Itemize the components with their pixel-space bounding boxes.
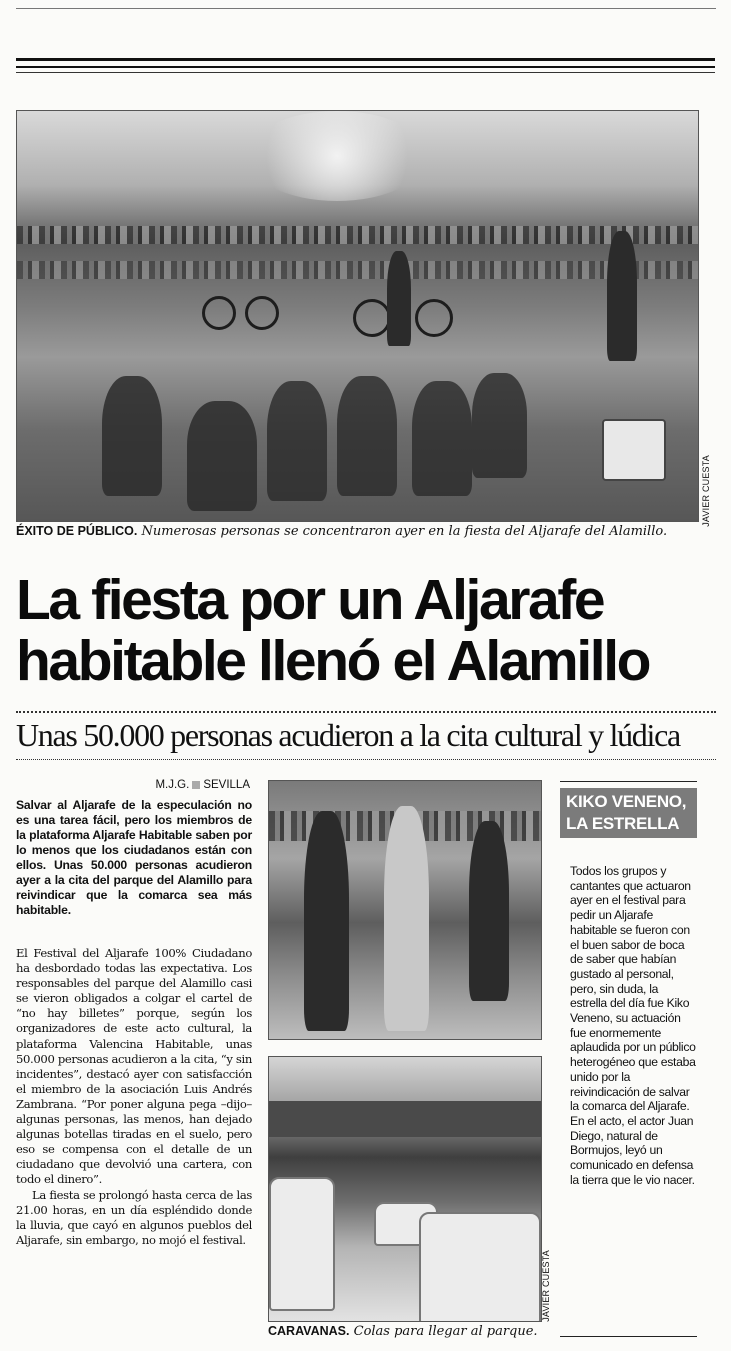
photo-festival-crowd-women <box>268 780 542 1040</box>
photo-overpass <box>269 1101 541 1137</box>
photo-bicycle-wheel <box>415 299 453 337</box>
sidebar-title-line-1: KIKO VENENO, <box>566 792 687 811</box>
article-lead: Salvar al Aljarafe de la especulación no es una tarea fácil, pero los miembros de la plataforma Aljarafe Habitable saben por lo menos que los ciudadanos están con ellos. Unas 50.000 personas acudieron ayer a la cita del parque del Alamillo para reivindicar que la comarca sea más habitable. <box>16 798 252 917</box>
photo-van <box>269 1177 335 1311</box>
sidebar-title <box>560 788 697 838</box>
photo-midground-crowd <box>17 261 698 279</box>
bottom-photo-credit: JAVIER CUESTA <box>541 1250 551 1322</box>
photo-man-with-bike <box>387 251 411 346</box>
caption-text: Numerosas personas se concentraron ayer en la fiesta del Aljarafe del Alamillo. <box>141 524 668 539</box>
photo-standing-person <box>469 821 509 1001</box>
headline-line-2: habitable llenó el Alamillo <box>16 629 650 693</box>
sidebar-body: Todos los grupos y cantantes que actuaron ayer en el festival para pedir un Aljarafe habitable se fueron con el buen sabor de boca de saber que habían gustado al personal, pero, sin duda, la estrella del día fue Kiko Veneno, su actuación fue enormemente aplaudida por un público heterogéneo que estaba unido por la reivindicación de salvar la comarca del Aljarafe. En el acto, el actor Juan Diego, natural de Bormujos, leyó un comunicado en defensa la tierra que le vio nacer. <box>570 864 696 1187</box>
photo-seated-woman <box>337 376 397 496</box>
section-rule-thin <box>16 72 715 73</box>
photo-sky-glare <box>247 111 427 201</box>
sidebar-bottom-rule <box>560 1336 697 1337</box>
top-thin-rule <box>16 8 716 9</box>
photo-seated-woman <box>187 401 257 511</box>
subtitle: Unas 50.000 personas acudieron a la cita cultural y lúdica <box>16 717 680 753</box>
photo-cooler-box <box>602 419 666 481</box>
photo-walking-woman <box>304 811 349 1031</box>
body-paragraph: La fiesta se prolongó hasta cerca de las 21.00 horas, en un día espléndido donde la lluvia, que cayó en algunos pueblos del Aljarafe, sin embargo, no mojó el festival. <box>16 1187 252 1247</box>
photo-bicycle-wheel <box>245 296 279 330</box>
main-photo-caption <box>16 524 667 539</box>
byline-separator-square <box>192 781 200 789</box>
photo-bicycle-wheel <box>202 296 236 330</box>
headline <box>16 570 716 692</box>
photo-traffic-queue <box>268 1056 542 1322</box>
caption-lead: CARAVANAS. <box>268 1324 350 1338</box>
section-rule-thick <box>16 58 715 61</box>
main-photo-crowd-in-park <box>16 110 699 522</box>
photo-standing-man <box>607 231 637 361</box>
photo-walking-woman <box>384 806 429 1031</box>
sidebar-title-line-2: LA ESTRELLA <box>566 814 680 833</box>
bottom-photo-caption <box>268 1324 538 1339</box>
byline <box>140 779 250 791</box>
photo-seated-woman <box>472 373 527 478</box>
photo-background-crowd <box>17 226 698 244</box>
body-paragraph: El Festival del Aljarafe 100% Ciudadano ha desbordado todas las expectativa. Los responsables del parque del Alamillo casi se vieron obligados a colgar el cartel de “no hay billetes” porque, según los organizadores de este acto cultural, la plataforma Valencina Habitable, unas 50.000 personas acudieron a la cita, “y sin incidentes”, destacó ayer con satisfacción el miembro de la asociación Luis Andrés Zambrana. “Por poner alguna pega –dijo– algunas personas, las menos, han dejado algunas botellas tiradas en el suelo, pero eso se compensa con el detalle de un ciudadano que devolvió una cartera, con todo el dinero”. <box>16 946 252 1187</box>
subtitle-bottom-rule <box>16 759 716 760</box>
headline-line-1: La fiesta por un Aljarafe <box>16 568 604 632</box>
photo-seated-woman <box>102 376 162 496</box>
subtitle-top-rule <box>16 711 716 713</box>
sidebar-top-rule <box>560 781 697 782</box>
section-rule-mid <box>16 66 715 68</box>
main-photo-credit: JAVIER CUESTA <box>701 455 711 527</box>
bleed-through-text <box>20 14 710 54</box>
photo-car <box>419 1212 541 1322</box>
caption-lead: ÉXITO DE PÚBLICO. <box>16 524 138 538</box>
photo-bicycle-wheel <box>353 299 391 337</box>
byline-place: SEVILLA <box>203 779 250 791</box>
byline-author: M.J.G. <box>155 779 190 791</box>
photo-seated-woman <box>267 381 327 501</box>
caption-text: Colas para llegar al parque. <box>353 1324 538 1339</box>
article-body <box>16 946 252 1248</box>
photo-seated-woman <box>412 381 472 496</box>
